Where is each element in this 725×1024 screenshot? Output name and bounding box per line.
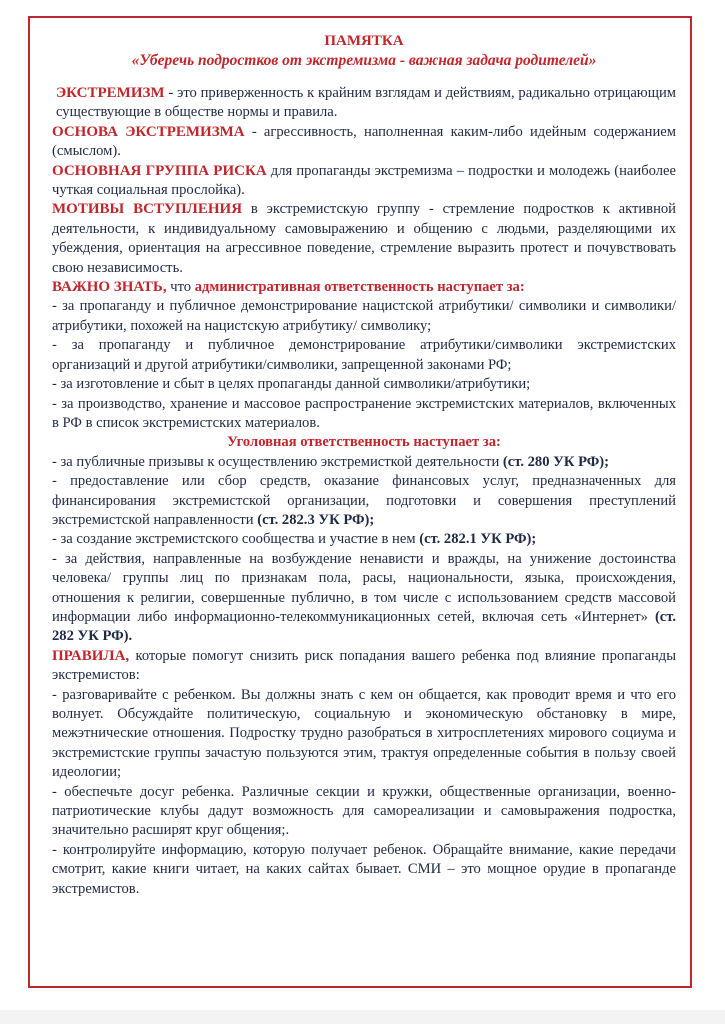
criminal-item-text: - за создание экстремистского сообщества и участие в нем [52, 531, 420, 548]
term-label: МОТИВЫ ВСТУПЛЕНИЯ [52, 201, 243, 218]
criminal-item [52, 550, 676, 647]
law-reference: (ст. 282.3 УК РФ); [257, 511, 375, 528]
rules-heading [52, 647, 676, 686]
criminal-item [52, 472, 676, 530]
rule-item: - обеспечьте досуг ребенка. Различные секции и кружки, общественные организации, военно-патриотические клубы дадут возможность для самореализации и самовыражения подростка, значительно расширят круг общения;. [52, 783, 676, 839]
definition-text: - это приверженность к крайним взглядам и действиям, радикально отрицающим существующие в обществе нормы и правила. [56, 85, 676, 121]
law-reference: (ст. 282 УК РФ). [52, 608, 676, 645]
rules-intro: которые помогут снизить риск попадания вашего ребенка под влияние пропаганды экстремистов: [52, 647, 676, 684]
definition-text: для пропаганды экстремизма – подростки и молодежь (наиболее чуткая социальная прослойка). [52, 162, 676, 199]
definition-risk-group [52, 162, 676, 201]
law-reference: (ст. 280 УК РФ); [502, 453, 610, 470]
admin-item: - за пропаганду и публичное демонстрирование атрибутики/символики экстремистских организаций и другой атрибутики/символики, запрещенной законами РФ; [52, 337, 676, 373]
criminal-item [52, 453, 676, 472]
definition-text: в экстремистскую группу - стремление подростков к активной деятельности, к индивидуальному самовыражению и общению с людьми, разделяющими их убеждения, ориентация на агрессивное поведение, стремление выразить протест и почувствовать свою независимость. [52, 201, 676, 276]
criminal-heading: Уголовная ответственность наступает за: [227, 434, 501, 451]
admin-highlight: административная ответственность наступает за: [194, 279, 525, 296]
term-label: ОСНОВА ЭКСТРЕМИЗМА [52, 123, 245, 140]
admin-item: - за пропаганду и публичное демонстрирование нацистской атрибутики/ символики и символики/атрибутики, похожей на нацистскую атрибутику/ символику; [52, 298, 676, 334]
admin-item: - за изготовление и сбыт в целях пропаганды данной символики/атрибутики; [52, 376, 531, 393]
criminal-item-text: - за публичные призывы к осуществлению экстремисткой деятельности [52, 453, 503, 470]
definition-basis [52, 123, 676, 162]
definition-motives [52, 200, 676, 278]
memo-subtitle: «Уберечь подростков от экстремизма - важная задача родителей» [131, 52, 597, 69]
criminal-item-text: - за действия, направленные на возбуждение ненависти и вражды, на унижение достоинства человека/ группы лиц по признакам пола, расы, национальности, языка, происхождения, отношения к религии, совершенные публично, в том числе с использованием средств массовой информации либо информационно-телекоммуникационных сетей, включая сеть «Интернет» [52, 550, 676, 625]
criminal-item [52, 530, 676, 549]
admin-heading [52, 278, 676, 297]
memo-content [52, 32, 676, 899]
term-label: ВАЖНО ЗНАТЬ, [52, 279, 167, 296]
criminal-item-text: - предоставление или сбор средств, оказание финансовых услуг, предназначенных для финансирования экстремистской организации, подготовки и совершения преступлений экстремистской направленности [52, 473, 676, 528]
definition-extremism [52, 84, 676, 123]
law-reference: (ст. 282.1 УК РФ); [419, 531, 537, 548]
admin-heading-mid: что [166, 279, 195, 296]
admin-item: - за производство, хранение и массовое распространение экстремистских материалов, включенных в РФ в список экстремистских материалов. [52, 395, 676, 431]
rule-item: - контролируйте информацию, которую получает ребенок. Обращайте внимание, какие передачи смотрит, какие книги читает, на каких сайтах бывает. СМИ – это мощное орудие в пропаганде экстремистов. [52, 841, 676, 897]
definition-text: - агрессивность, наполненная каким-либо идейным содержанием (смыслом). [52, 123, 676, 160]
term-label: ПРАВИЛА, [52, 647, 130, 664]
rule-item: - разговаривайте с ребенком. Вы должны знать с кем он общается, как проводит время и что его волнует. Обсуждайте политическую, социальную и экономическую обстановку в мире, межэтнические отношения. Подростку трудно разобраться в хитросплетениях мирового социума и экстремистские группы зачастую пользуются этим, трактуя определенные события в пользу своей идеологии; [52, 686, 676, 781]
term-label: ЭКСТРЕМИЗМ [56, 85, 165, 101]
memo-title: ПАМЯТКА [324, 33, 404, 49]
term-label: ОСНОВНАЯ ГРУППА РИСКА [52, 162, 267, 179]
